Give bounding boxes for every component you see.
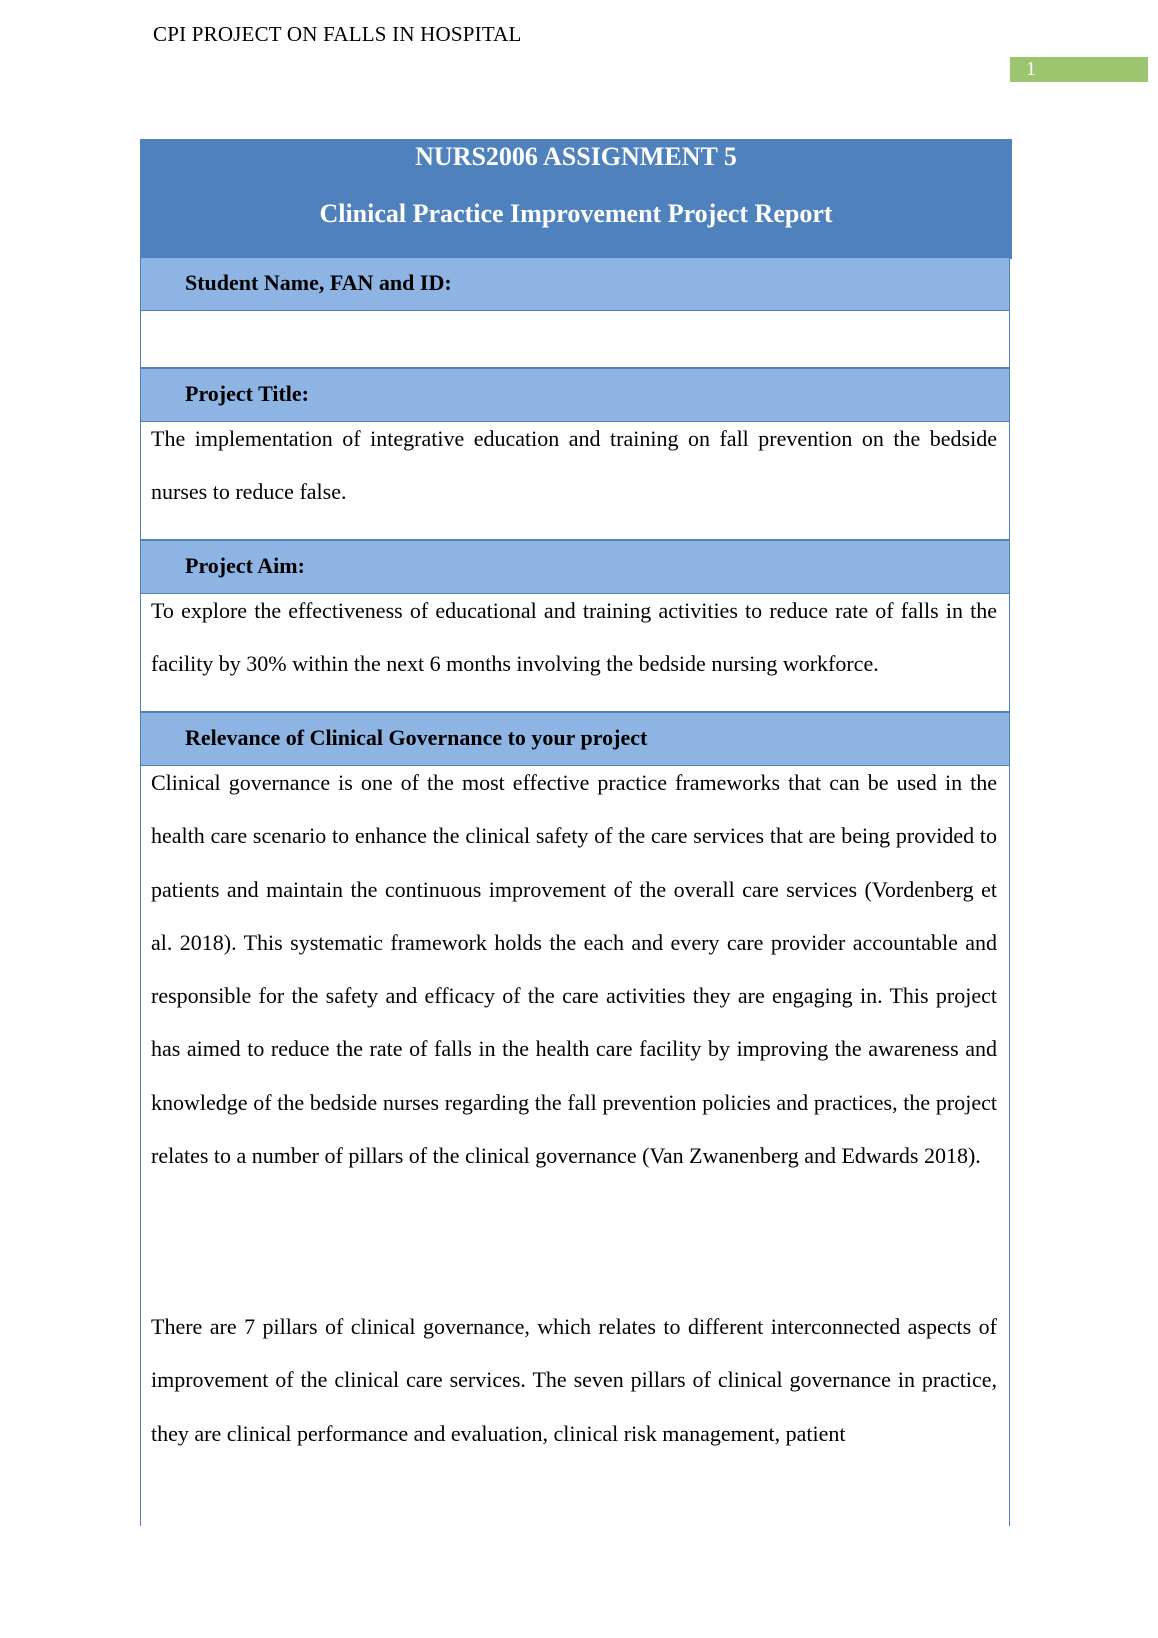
project-title-label: Project Title: [185,381,310,406]
student-label: Student Name, FAN and ID: [185,270,452,295]
project-title-text: The implementation of integrative education and training on fall prevention on the bedside nurses to reduce false. [151,426,997,505]
student-section-header [140,257,1010,311]
relevance-cell [140,766,1010,1526]
student-info-cell[interactable] [140,311,1010,368]
project-aim-text: To explore the effectiveness of educational and training activities to reduce rate of falls in the facility by 30% within the next 6 months involving the bedside nursing workforce. [151,598,997,677]
page-number-badge [1010,57,1148,82]
relevance-paragraph-2: There are 7 pillars of clinical governance, which relates to different interconnected aspects of improvement of the clinical care services. The seven pillars of clinical governance in practice, they are clinical performance and evaluation, clinical risk management, patient [151,1314,997,1446]
project-aim-label: Project Aim: [185,553,305,578]
report-form-table [140,139,1012,1638]
page-number: 1 [1026,58,1036,80]
relevance-label: Relevance of Clinical Governance to your project [185,725,648,750]
title-block [140,139,1012,259]
assignment-title: NURS2006 ASSIGNMENT 5 [415,142,737,171]
project-title-cell [140,422,1010,540]
project-aim-cell [140,594,1010,712]
running-header-title: CPI PROJECT ON FALLS IN HOSPITAL [153,22,522,46]
relevance-paragraph-1: Clinical governance is one of the most effective practice frameworks that can be used in the health care scenario to enhance the clinical safety of the care services that are being provided to patients and maintain the continuous improvement of the overall care services (Vordenberg et al. 2018). This systematic framework holds the each and every care provider accountable and responsible for the safety and efficacy of the care activities they are engaging in. This project has aimed to reduce the rate of falls in the health care facility by improving the awareness and knowledge of the bedside nurses regarding the fall prevention policies and practices, the project relates to a number of pillars of the clinical governance (Van Zwanenberg and Edwards 2018). [151,770,997,1169]
report-title: Clinical Practice Improvement Project Report [319,199,833,228]
